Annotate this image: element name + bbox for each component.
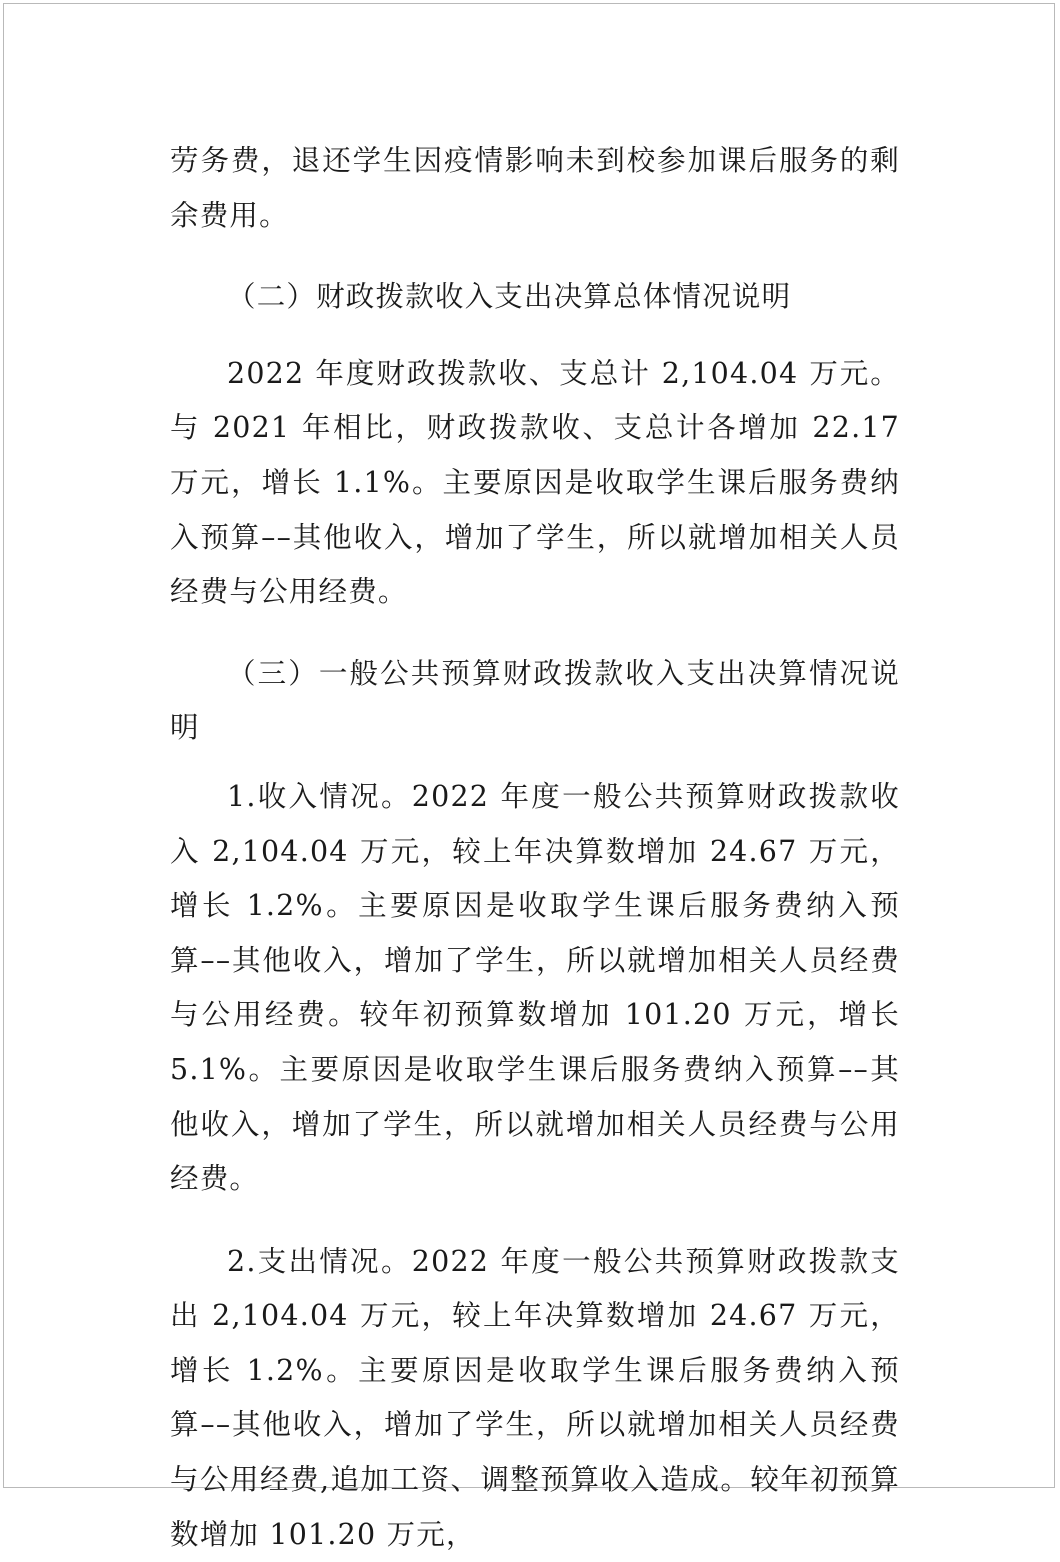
paragraph-income: 1.收入情况。2022 年度一般公共预算财政拨款收入 2,104.04 万元，较上年决算数增加 24.67 万元，增长 1.2%。主要原因是收取学生课后服务费纳入预算––其他收入，增加了学生，所以就增加相关人员经费与公用经费。较年初预算数增加 101.20 万元，增长 5.1%。主要原因是收取学生课后服务费纳入预算––其他收入，增加了学生，所以就增加相关人员经费与公用经费。	[170, 779, 900, 1196]
paragraph-fiscal-total: 2022 年度财政拨款收、支总计 2,104.04 万元。与 2021 年相比，财政拨款收、支总计各增加 22.17 万元，增长 1.1%。主要原因是收取学生课后服务费纳入预算––其他收入，增加了学生，所以就增加相关人员经费与公用经费。	[170, 356, 900, 609]
paragraph-continuation: 劳务费，退还学生因疫情影响未到校参加课后服务的剩余费用。	[170, 144, 900, 232]
paragraph-expenditure: 2.支出情况。2022 年度一般公共预算财政拨款支出 2,104.04 万元，较上年决算数增加 24.67 万元，增长 1.2%。主要原因是收取学生课后服务费纳入预算––其他收入，增加了学生，所以就增加相关人员经费与公用经费,追加工资、调整预算收入造成。较年初预算数增加 101.20 万元，	[170, 1244, 900, 1551]
section-heading-2: （二）财政拨款收入支出决算总体情况说明	[227, 280, 792, 314]
document-body	[170, 134, 900, 1562]
document-page	[3, 3, 1055, 1551]
section-heading-3: （三）一般公共预算财政拨款收入支出决算情况说明	[170, 656, 900, 745]
